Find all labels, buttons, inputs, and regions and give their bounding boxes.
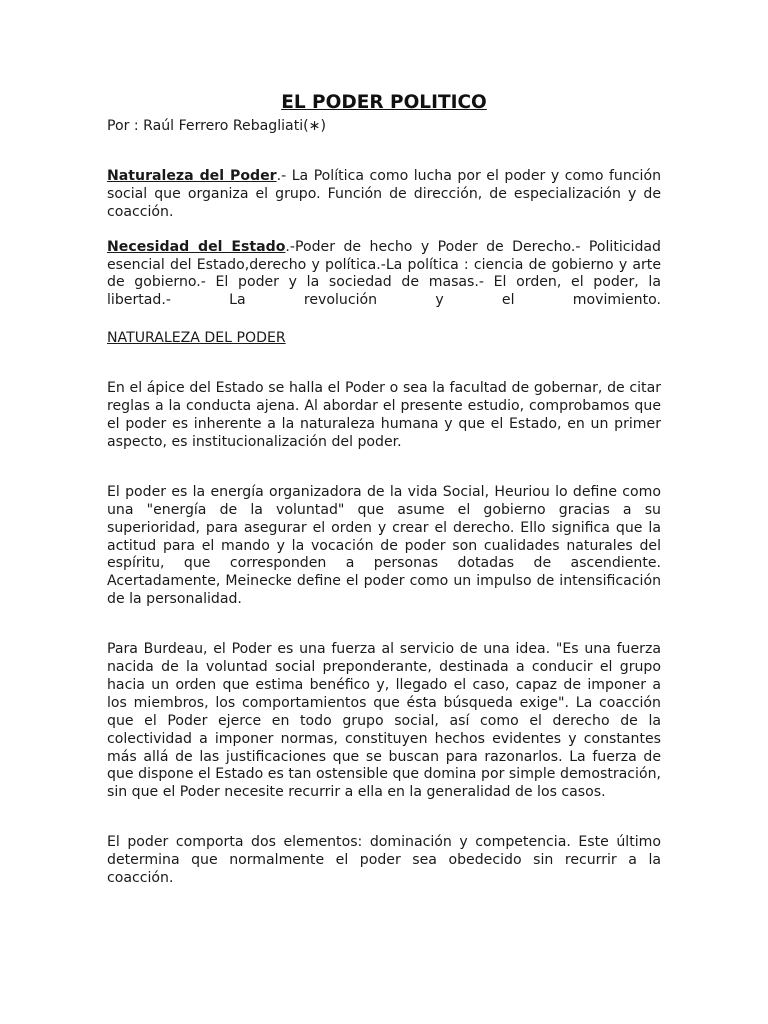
paragraph-elementos: El poder comporta dos elementos: dominación y competencia. Este último determina que normalmente el poder sea obedecido sin recurrir a la coacción.	[107, 834, 661, 887]
paragraph-necesidad	[107, 239, 661, 311]
paragraph-apice: En el ápice del Estado se halla el Poder o sea la facultad de gobernar, de citar reglas a la conducta ajena. Al abordar el presente estudio, comprobamos que el poder es inherente a la naturaleza humana y que el Estado, en un primer aspecto, es institucionalización del poder.	[107, 380, 661, 450]
document-title: EL PODER POLITICO	[281, 92, 487, 113]
paragraph-energia: El poder es la energía organizadora de la vida Social, Heuriou lo define como una "energía de la voluntad" que asume el gobierno gracias a su superioridad, para asegurar el orden y crear el derecho. Ello significa que la actitud para el mando y la vocación de poder son cualidades naturales del espíritu, que corresponden a personas dotadas de ascendiente. Acertadamente, Meinecke define el poder como un impulso de intensificación de la personalidad.	[107, 483, 661, 608]
paragraph-necesidad-text: .-Poder de hecho y Poder de Derecho.- Politicidad esencial del Estado,derecho y política.-La política : ciencia de gobierno y arte de gobierno.- El poder y la sociedad de masas.- El orden, el poder, la libertad.- La revolución y el movimiento.	[107, 238, 661, 309]
section-title: NATURALEZA DEL PODER	[107, 330, 286, 347]
heading-naturaleza-del-poder: Naturaleza del Poder	[107, 167, 277, 184]
paragraph-naturaleza-text: .- La Política como lucha por el poder y como función social que organiza el grupo. Función de dirección, de especialización y de coacción.	[107, 167, 661, 220]
paragraph-naturaleza	[107, 168, 661, 222]
author-byline: Por : Raúl Ferrero Rebagliati(∗)	[107, 118, 326, 134]
paragraph-burdeau: Para Burdeau, el Poder es una fuerza al servicio de una idea. "Es una fuerza nacida de la voluntad social preponderante, destinada a conducir el grupo hacia un orden que estima benéfico y, llegado el caso, capaz de imponer a los miembros, los comportamientos que ésta búsqueda exige". La coacción que el Poder ejerce en todo grupo social, así como el derecho de la colectividad a imponer normas, constituyen hechos evidentes y constantes más allá de las justificaciones que se buscan para razonarlos. La fuerza de que dispone el Estado es tan ostensible que domina por simple demostración, sin que el Poder necesite recurrir a ella en la generalidad de los casos.	[107, 641, 661, 801]
heading-necesidad-del-estado: Necesidad del Estado	[107, 238, 286, 255]
document-page	[107, 92, 661, 888]
